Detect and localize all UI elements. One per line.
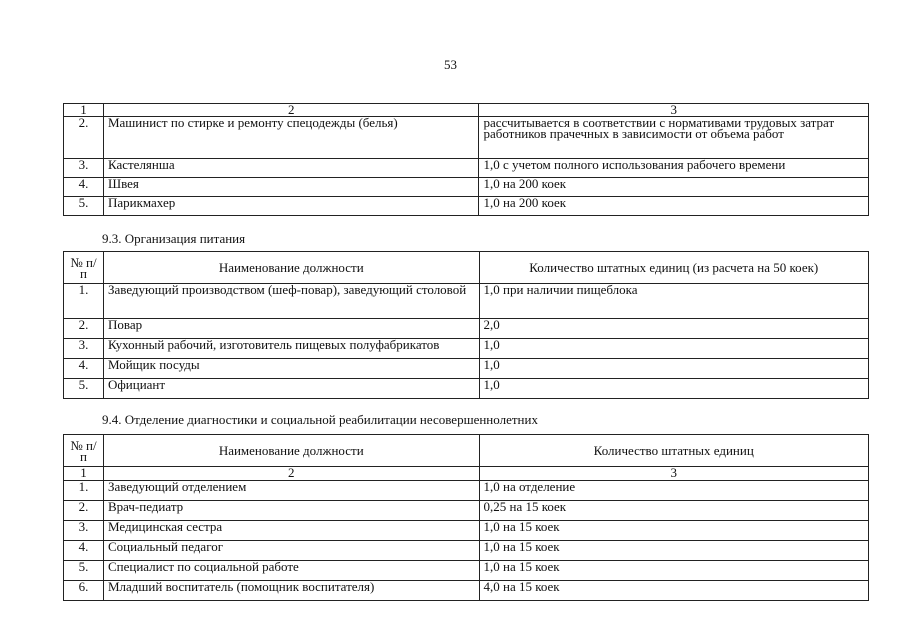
table-row: [64, 284, 869, 319]
staff-quantity: 1,0 на 15 коек: [479, 561, 869, 581]
row-number: 2.: [64, 319, 104, 339]
table-row: [64, 159, 869, 178]
table-row: [64, 197, 869, 216]
staff-quantity: 1,0 при наличии пищеблока: [479, 284, 868, 319]
staff-table-continuation: [63, 103, 869, 216]
table-header-row: [64, 252, 869, 284]
staff-quantity: 4,0 на 15 коек: [479, 581, 869, 601]
row-number: 2.: [64, 117, 104, 159]
position-name: Повар: [103, 319, 479, 339]
diagnostics-staff-table: [63, 434, 869, 601]
row-number: 2.: [64, 501, 104, 521]
staff-quantity: 1,0 на отделение: [479, 481, 869, 501]
row-number: 3.: [64, 521, 104, 541]
staff-quantity: рассчитывается в соответствии с нормативами трудовых затрат работников прачечных в зависимости от объема работ: [479, 117, 869, 159]
page-number: 53: [444, 57, 457, 72]
row-number: 4.: [64, 541, 104, 561]
position-name: Заведующий отделением: [103, 481, 479, 501]
position-name: Специалист по социальной работе: [103, 561, 479, 581]
table-row: [64, 379, 869, 399]
position-name: Младший воспитатель (помощник воспитателя): [103, 581, 479, 601]
staff-quantity: 1,0: [479, 379, 868, 399]
staff-quantity: 1,0 на 200 коек: [479, 178, 869, 197]
position-name: Швея: [103, 178, 479, 197]
column-header-position: Наименование должности: [103, 435, 479, 467]
staff-quantity: 1,0 на 15 коек: [479, 541, 869, 561]
table-row: [64, 339, 869, 359]
row-number: 1.: [64, 481, 104, 501]
position-name: Официант: [103, 379, 479, 399]
row-number: 5.: [64, 561, 104, 581]
table-row: [64, 117, 869, 159]
staff-quantity: 2,0: [479, 319, 868, 339]
staff-quantity: 1,0 на 200 коек: [479, 197, 869, 216]
staff-quantity: 1,0 с учетом полного использования рабочего времени: [479, 159, 869, 178]
section-heading-9-4: 9.4. Отделение диагностики и социальной реабилитации несовершеннолетних: [102, 412, 538, 427]
column-header-position: Наименование должности: [103, 252, 479, 284]
position-name: Парикмахер: [103, 197, 479, 216]
catering-staff-table: [63, 251, 869, 399]
table-row: [64, 481, 869, 501]
position-name: Заведующий производством (шеф-повар), заведующий столовой: [103, 284, 479, 319]
position-name: Врач-педиатр: [103, 501, 479, 521]
table-row: [64, 359, 869, 379]
index-cell: 2: [103, 467, 479, 481]
table-row: [64, 178, 869, 197]
table-row: [64, 561, 869, 581]
index-cell: 1: [64, 104, 104, 117]
position-name: Машинист по стирке и ремонту спецодежды (белья): [103, 117, 479, 159]
column-header-quantity: Количество штатных единиц: [479, 435, 869, 467]
column-header-number: № п/п: [64, 435, 104, 467]
row-number: 5.: [64, 197, 104, 216]
column-header-number: № п/п: [64, 252, 104, 284]
table-row: [64, 521, 869, 541]
row-number: 3.: [64, 159, 104, 178]
index-cell: 1: [64, 467, 104, 481]
staff-quantity: 1,0 на 15 коек: [479, 521, 869, 541]
position-name: Медицинская сестра: [103, 521, 479, 541]
row-number: 5.: [64, 379, 104, 399]
column-header-quantity: Количество штатных единиц (из расчета на 50 коек): [479, 252, 868, 284]
staff-quantity: 1,0: [479, 359, 868, 379]
row-number: 4.: [64, 359, 104, 379]
position-name: Кухонный рабочий, изготовитель пищевых полуфабрикатов: [103, 339, 479, 359]
index-cell: 3: [479, 467, 869, 481]
index-cell: 2: [103, 104, 479, 117]
table-row: [64, 319, 869, 339]
position-name: Кастелянша: [103, 159, 479, 178]
position-name: Социальный педагог: [103, 541, 479, 561]
table-row: [64, 581, 869, 601]
table-header-row: [64, 435, 869, 467]
staff-quantity: 0,25 на 15 коек: [479, 501, 869, 521]
position-name: Мойщик посуды: [103, 359, 479, 379]
row-number: 3.: [64, 339, 104, 359]
table-row: [64, 541, 869, 561]
staff-quantity: 1,0: [479, 339, 868, 359]
index-cell: 3: [479, 104, 869, 117]
table-row: [64, 501, 869, 521]
section-heading-9-3: 9.3. Организация питания: [102, 231, 246, 246]
row-number: 4.: [64, 178, 104, 197]
row-number: 1.: [64, 284, 104, 319]
row-number: 6.: [64, 581, 104, 601]
